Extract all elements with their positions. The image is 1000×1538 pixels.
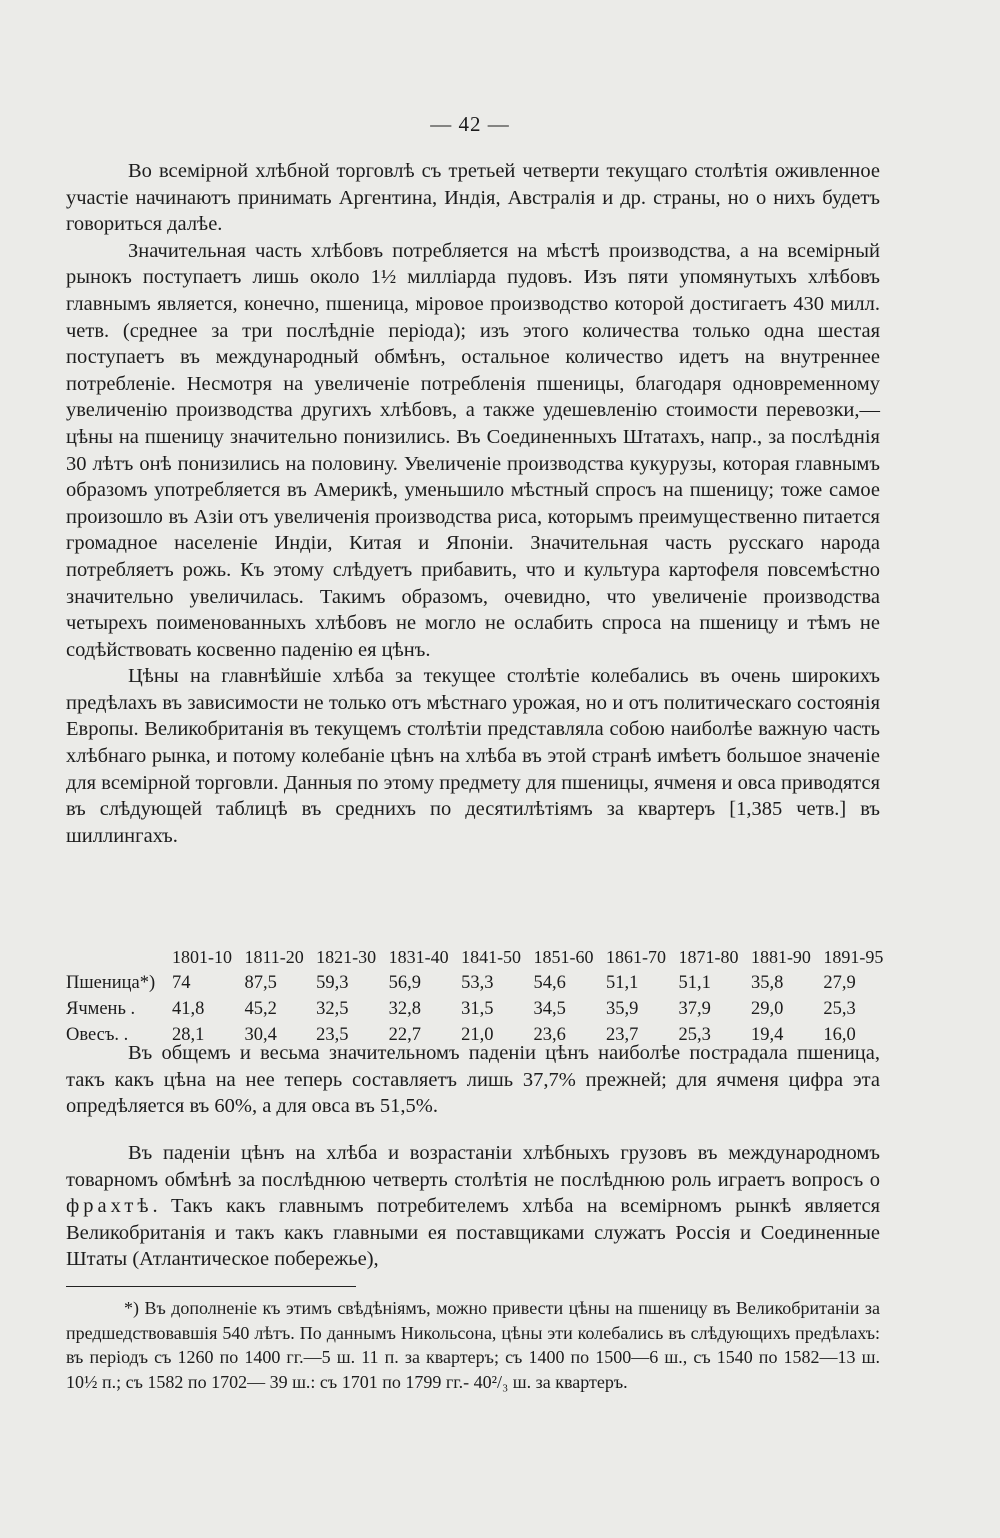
table-cell: 25,3 xyxy=(823,999,856,1019)
table-cell: 41,8 xyxy=(172,999,205,1019)
table-cell: 53,3 xyxy=(461,973,494,993)
table-cell: 37,9 xyxy=(678,999,711,1019)
table-cell: 35,9 xyxy=(606,999,639,1019)
row-label: Пшеница*) xyxy=(66,973,156,993)
table-cell: 35,8 xyxy=(750,973,784,993)
table-cell: 74 xyxy=(172,973,191,993)
table-cell: 23,7 xyxy=(606,1025,639,1045)
table-cell: 23,5 xyxy=(316,1025,349,1045)
table-cell: 22,7 xyxy=(388,1025,421,1045)
table-corner xyxy=(66,944,172,970)
table-cell: 28,1 xyxy=(172,1025,205,1045)
period-header: 1881-90 xyxy=(750,947,811,967)
table-cell: 25,3 xyxy=(678,1025,711,1045)
table-cell: 56,9 xyxy=(388,973,421,993)
table-cell: 23,6 xyxy=(533,1025,566,1045)
table-cell: 21,0 xyxy=(461,1025,494,1045)
table-row xyxy=(66,996,896,1022)
period-header: 1871-80 xyxy=(678,947,739,967)
table-cell: 29,0 xyxy=(750,999,784,1019)
emphasized-word: фрахтѣ xyxy=(66,1195,153,1218)
grain-price-table xyxy=(66,944,896,1048)
table-cell: 51,1 xyxy=(606,973,639,993)
table-row xyxy=(66,970,896,996)
period-header: 1811-20 xyxy=(244,947,304,967)
body-text-top xyxy=(66,158,880,849)
row-label: Овесъ. . xyxy=(66,1025,129,1045)
paragraph: Въ общемъ и весьма значительномъ паденіи цѣнъ наиболѣе пострадала пшеница, такъ какъ цѣна на нее теперь составляетъ лишь 37,7% прежней; для ячменя цифра эта опредѣляется въ 60%, а для овса въ 51,5%. xyxy=(66,1042,880,1118)
table-cell: 87,5 xyxy=(244,973,277,993)
paragraph xyxy=(66,1140,880,1273)
table-cell: 27,9 xyxy=(823,973,856,993)
table-cell: 34,5 xyxy=(533,999,566,1019)
period-header: 1861-70 xyxy=(606,947,666,967)
footnote-text: *) Въ дополненіе къ этимъ свѣдѣніямъ, можно привести цѣны на пшеницу въ Великобританіи за предшедствовавшія 540 лѣтъ. По даннымъ Никольсона, цѣны эти колебались въ слѣдующихъ предѣлахъ: въ періодъ съ 1260 по 1400 гг.—5 ш. 11 п. за квартеръ; съ 1400 по 1500—6 ш., съ 1540 по 1582—13 ш. 10½ п.; съ 1582 по 1702— 39 ш.: съ 1701 по 1799 гг.- 40²/₃ ш. за квартеръ. xyxy=(66,1298,880,1392)
paragraph: Цѣны на главнѣйшіе хлѣба за текущее столѣтіе колебались въ очень широкихъ предѣлахъ въ зависимости не только отъ мѣстнаго урожая, но и отъ политическаго состоянія Европы. Великобританія въ текущемъ столѣтіи представляла собою наиболѣе важную часть хлѣбнаго рынка, и потому колебаніе цѣнъ на хлѣба въ этой странѣ имѣетъ большое значеніе для всемірной торговли. Данныя по этому предмету для пшеницы, ячменя и овса приводятся въ слѣдующей таблицѣ въ среднихъ по десятилѣтіямъ за квартеръ [1,385 четв.] въ шиллингахъ. xyxy=(66,665,880,847)
period-header: 1831-40 xyxy=(388,947,449,967)
table-cell: 51,1 xyxy=(678,973,711,993)
period-header: 1821-30 xyxy=(316,947,377,967)
paragraph-text: Въ паденіи цѣнъ на хлѣба и возрастаніи хлѣбныхъ грузовъ въ международномъ товарномъ обмѣнѣ за послѣднюю четверть столѣтія не послѣднюю роль играетъ вопросъ о xyxy=(66,1142,880,1191)
period-header: 1891-95 xyxy=(823,947,884,967)
paragraph-text: . Такъ какъ главнымъ потребителемъ хлѣба на всемірномъ рынкѣ является Великобританія и такъ какъ главными ея поставщиками служатъ Россія и Соединенные Штаты (Атлантическое побережье), xyxy=(66,1195,880,1271)
footnote xyxy=(66,1296,880,1394)
row-label: Ячмень . xyxy=(66,999,136,1019)
table-cell: 45,2 xyxy=(244,999,277,1019)
body-text-middle xyxy=(66,1040,880,1120)
table-header-row xyxy=(66,944,896,970)
table-cell: 16,0 xyxy=(823,1025,856,1045)
body-text-bottom xyxy=(66,1140,880,1273)
period-header: 1841-50 xyxy=(461,947,522,967)
period-header: 1801-10 xyxy=(172,947,232,967)
paragraph: Во всемірной хлѣбной торговлѣ съ третьей четверти текущаго столѣтія оживленное участіе начинаютъ принимать Аргентина, Индія, Австралія и др. страны, но о нихъ будетъ говориться далѣе. xyxy=(66,160,880,236)
table-cell: 32,5 xyxy=(316,999,349,1019)
table-cell: 31,5 xyxy=(461,999,494,1019)
paragraph: Значительная часть хлѣбовъ потребляется на мѣстѣ производства, а на всемірный рынокъ поступаетъ лишь около 1½ милліарда пудовъ. Изъ пяти упомянутыхъ хлѣбовъ главнымъ является, конечно, пшеница, міровое производство которой достигаетъ 430 милл. четв. (среднее за три послѣдніе періода); изъ этого количества только одна шестая поступаетъ въ международный обмѣнъ, остальное количество идетъ на внутреннее потребленіе. Несмотря на увеличеніе потребленія пшеницы, благодаря одновременному увеличенію производства другихъ хлѣбовъ, а также удешевленію стоимости перевозки,— цѣны на пшеницу значительно понизились. Въ Соединенныхъ Штатахъ, напр., за послѣднія 30 лѣтъ онѣ понизились на половину. Увеличеніе производства кукурузы, которая главнымъ образомъ употребляется въ Америкѣ, уменьшило мѣстный спросъ на пшеницу; тоже самое произошло въ Азіи отъ увеличенія производства риса, которымъ преимущественно питается громадное населеніе Индіи, Китая и Японіи. Значительная часть русскаго народа потребляетъ рожь. Къ этому слѣдуетъ прибавить, что и культура картофеля повсемѣстно значительно увеличилась. Такимъ образомъ, очевидно, что увеличеніе производства четырехъ поименованныхъ хлѣбовъ не могло не ослабить спроса на пшеницу и тѣмъ не содѣйствовать косвенно паденію ея цѣнъ. xyxy=(66,239,880,661)
table-cell: 59,3 xyxy=(316,973,349,993)
period-header: 1851-60 xyxy=(533,947,594,967)
page-number: — 42 — xyxy=(430,112,510,136)
footnote-divider xyxy=(66,1286,356,1287)
table-cell: 54,6 xyxy=(533,973,566,993)
table-cell: 19,4 xyxy=(750,1025,784,1045)
table-cell: 30,4 xyxy=(244,1025,277,1045)
table-cell: 32,8 xyxy=(388,999,421,1019)
